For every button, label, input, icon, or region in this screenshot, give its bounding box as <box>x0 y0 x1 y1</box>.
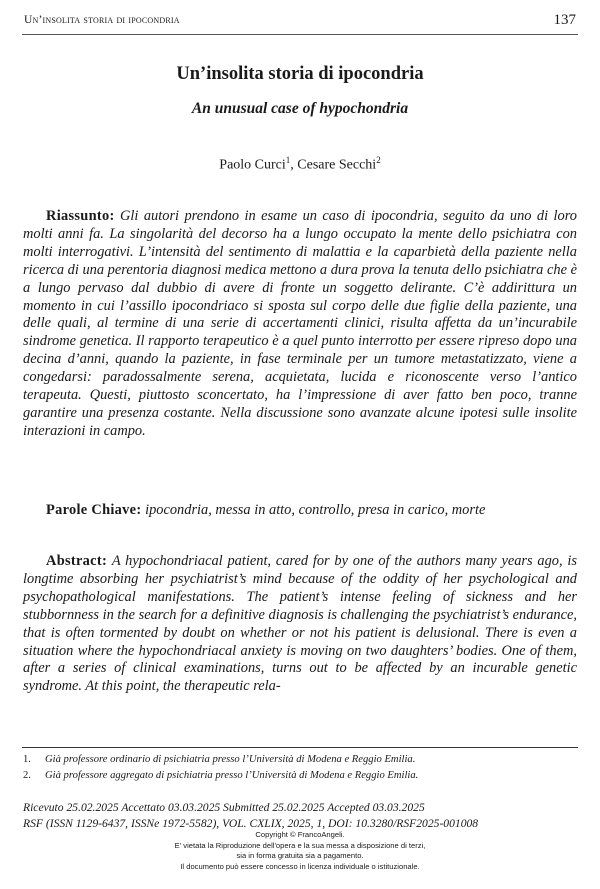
header-rule <box>22 34 578 35</box>
riassunto-label: Riassunto: <box>46 208 115 224</box>
abstract-paragraph <box>23 553 577 696</box>
footnote-number: 1. <box>23 754 31 765</box>
footnote-number: 2. <box>23 770 31 781</box>
footnote-text: Già professore aggregato di psichiatria presso l’Università di Modena e Reggio Emilia. <box>45 770 419 781</box>
publication-info <box>23 800 583 831</box>
footnotes <box>23 752 583 784</box>
author-footnote-ref: 2 <box>376 155 381 165</box>
page-number: 137 <box>553 12 576 28</box>
article-title: Un’insolita storia di ipocondria <box>176 64 424 84</box>
keywords-text: ipocondria, messa in atto, controllo, presa in carico, morte <box>145 502 486 518</box>
author-name: Paolo Curci <box>219 157 286 173</box>
keywords-label: Parole Chiave: <box>46 502 142 518</box>
footnote <box>23 752 583 768</box>
copyright-line: Copyright © FrancoAngeli. <box>255 830 345 839</box>
author-name: Cesare Secchi <box>297 157 377 173</box>
abstract-text: A hypochondriacal patient, cared for by one of the authors many years ago, is longtime absorbing her psychiatrist’s mind because of the oddity of her psychological and psychopathological manifestations. The patient’s intense feeling of sickness and her stubbornness in the search for a definitive diagnosis is challenging the psychiatrist’s endurance, that is often tormented by doubt on whether or not his patient is delusional. There is even a situation where the hypochondriacal anxiety is moving on two daughters’ bodies. One of them, after a series of clinical examinations, turns out to be affected by an incurable genetic syndrome. At this point, the therapeutic rela- <box>23 553 577 695</box>
abstract-label: Abstract: <box>46 553 108 569</box>
footnote-rule <box>22 747 578 748</box>
journal-citation: RSF (ISSN 1129-6437, ISSNe 1972-5582), VOL. CXLIX, 2025, 1, DOI: 10.3280/RSF2025-001008 <box>23 816 479 830</box>
author-separator: , <box>290 157 298 173</box>
received-dates: Ricevuto 25.02.2025 Accettato 03.03.2025 Submitted 25.02.2025 Accepted 03.03.2025 <box>23 801 425 814</box>
copyright-line: E' vietata la Riproduzione dell'opera e la sua messa a disposizione di terzi, <box>174 840 426 850</box>
author-list <box>0 155 600 174</box>
riassunto-text: Gli autori prendono in esame un caso di ipocondria, seguito da uno di loro molti anni fa. La singolarità del decorso ha a lungo occupato la mente dello psichiatra con molti interrogativi. L’intensità del sentimento di malattia e la caparbietà della paziente nella ricerca di una perentoria diagnosi medica mettono a dura prova la tenuta dello psichiatra che è a lungo pervaso dal dubbio di avere di fronte un soggetto delirante. C’è addirittura un momento in cui l’assillo ipocondriaco si sposta sul corpo delle due figlie della paziente, una delle quali, al termine di una serie di accertamenti clinici, risulta affetta da un’incurabile sindrome genetica. Il rapporto terapeutico è a quel punto interrotto per essere ripreso dopo una decina d’anni, quando la paziente, in fase terminale per un tumore metastatizzato, viene a congedarsi: paradossalmente serena, acquietata, lucida e riconoscente verso l’antico terapeuta. Questi, piuttosto sconcertato, ha l’impressione di aver fatto ben poco, tranne garantire una presenza costante. Nella discussione sono avanzate alcune ipotesi sulle insolite interazioni in campo. <box>23 208 577 439</box>
footnote <box>23 768 583 784</box>
footnote-text: Già professore ordinario di psichiatria presso l’Università di Modena e Reggio Emilia. <box>45 754 416 765</box>
article-subtitle: An unusual case of hypochondria <box>191 100 409 117</box>
author-footnote-ref: 1 <box>285 155 291 165</box>
keywords-paragraph <box>23 502 577 520</box>
running-head: Un’insolita storia di ipocondria <box>24 14 180 26</box>
riassunto-paragraph <box>23 208 577 441</box>
copyright-notice <box>0 830 600 872</box>
copyright-line: sia in forma gratuita sia a pagamento. <box>236 851 364 860</box>
copyright-line: Il documento può essere concesso in licenza individuale o istituzionale. <box>180 861 420 871</box>
